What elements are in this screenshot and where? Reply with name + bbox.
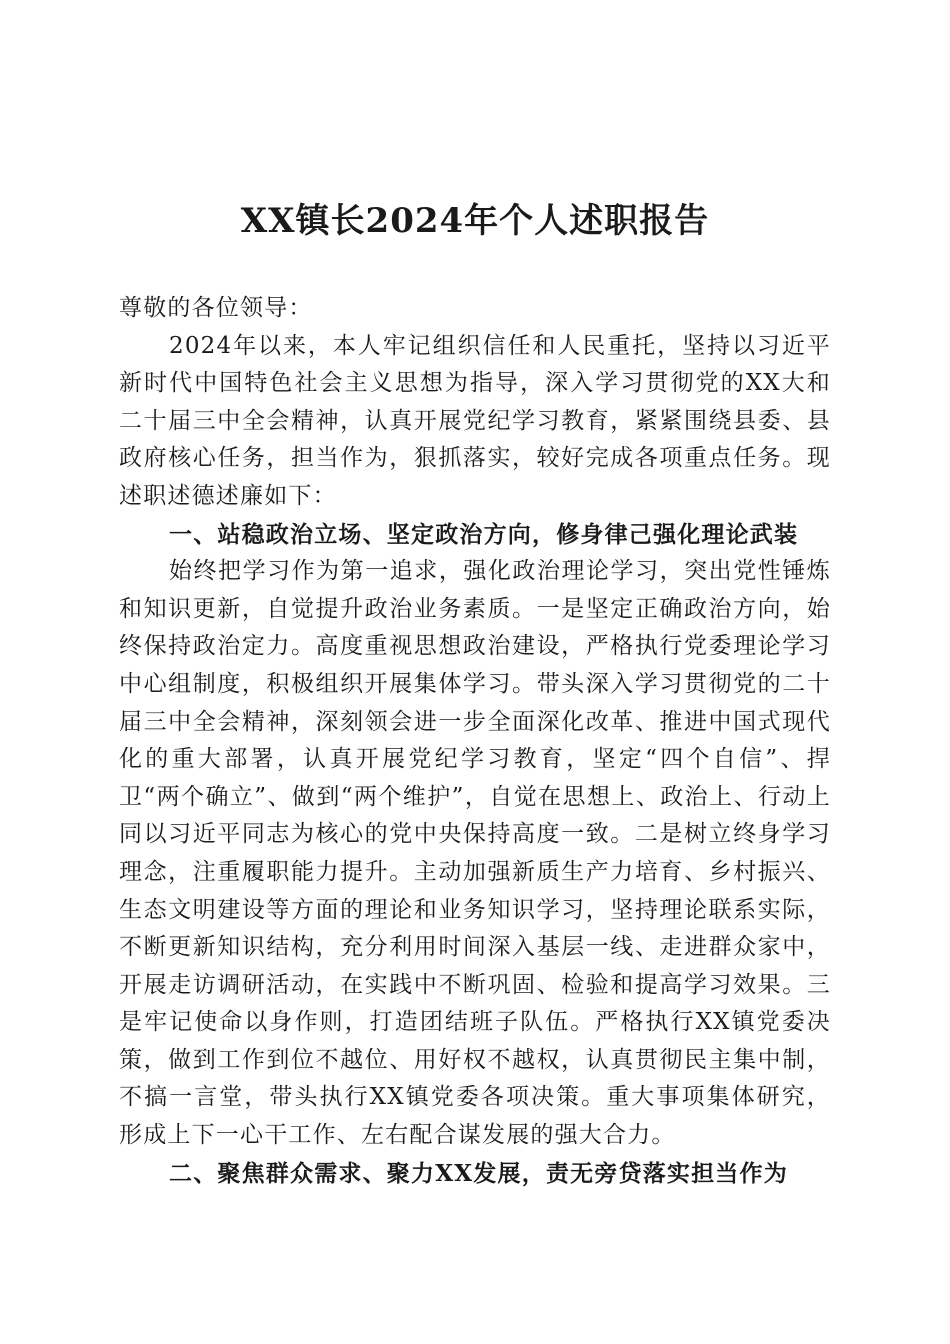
document-title: XX镇长2024年个人述职报告 <box>240 201 710 241</box>
section-1-paragraph: 始终把学习作为第一追求，强化政治理论学习，突出党性锤炼和知识更新，自觉提升政治业务素质。一是坚定正确政治方向，始终保持政治定力。高度重视思想政治建设，严格执行党委理论学习中心组制度，积极组织开展集体学习。带头深入学习贯彻党的二十届三中全会精神，深刻领会进一步全面深化改革、推进中国式现代化的重大部署，认真开展党纪学习教育，坚定“四个自信”、捍卫“两个确立”、做到“两个维护”，自觉在思想上、政治上、行动上同以习近平同志为核心的党中央保持高度一致。二是树立终身学习理念，注重履职能力提升。主动加强新质生产力培育、乡村振兴、生态文明建设等方面的理论和业务知识学习，坚持理论联系实际，不断更新知识结构，充分利用时间深入基层一线、走进群众家中，开展走访调研活动，在实践中不断巩固、检验和提高学习效果。三是牢记使命以身作则，打造团结班子队伍。严格执行XX镇党委决策，做到工作到位不越位、用好权不越权，认真贯彻民主集中制，不搞一言堂，带头执行XX镇党委各项决策。重大事项集体研究，形成上下一心干工作、左右配合谋发展的强大合力。 <box>119 558 831 1149</box>
document-body <box>119 290 831 1192</box>
intro-paragraph: 2024年以来，本人牢记组织信任和人民重托，坚持以习近平新时代中国特色社会主义思想为指导，深入学习贯彻党的XX大和二十届三中全会精神，认真开展党纪学习教育，紧紧围绕县委、县政府核心任务，担当作为，狠抓落实，较好完成各项重点任务。现述职述德述廉如下： <box>119 332 831 509</box>
section-heading-1: 一、站稳政治立场、坚定政治方向，修身律己强化理论武装 <box>169 520 799 548</box>
salutation: 尊敬的各位领导： <box>119 295 313 321</box>
section-heading-2: 二、聚焦群众需求、聚力XX发展，责无旁贷落实担当作为 <box>169 1159 788 1187</box>
